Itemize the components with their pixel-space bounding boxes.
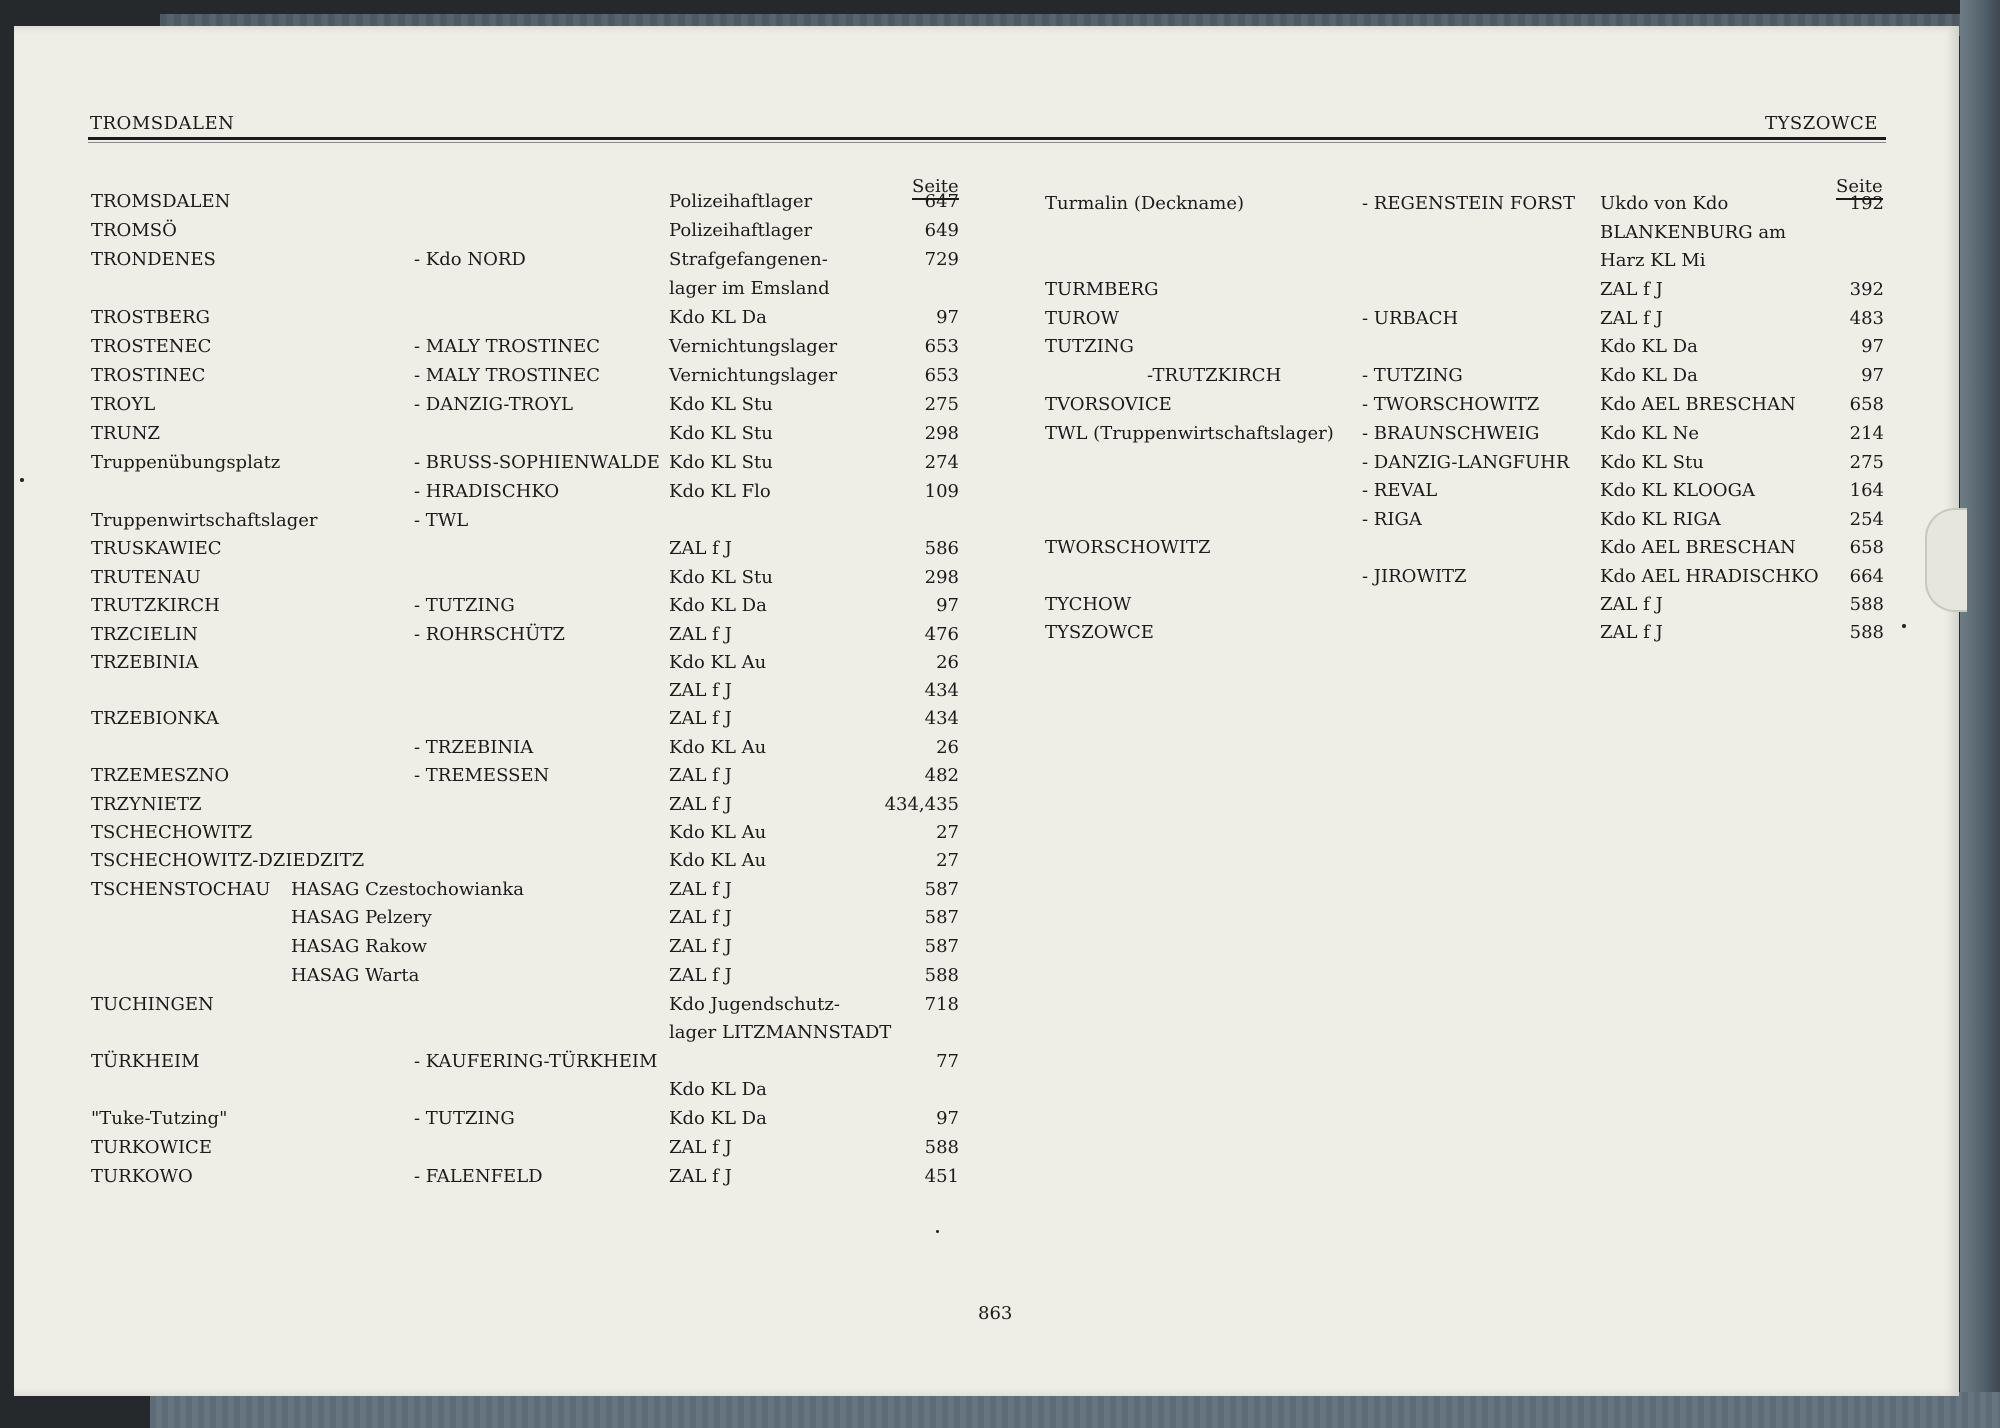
right-entry-sub: - TWORSCHOWITZ [1362, 394, 1540, 415]
left-entry-name: TÜRKHEIM [91, 1051, 200, 1072]
left-entry-type: Kdo KL Au [669, 822, 767, 843]
right-entry-type: Kdo KL Da [1600, 365, 1698, 386]
left-entry-type: lager im Emsland [669, 278, 830, 299]
right-entry-seite: 588 [1849, 594, 1884, 615]
right-entry-sub: - DANZIG-LANGFUHR [1362, 452, 1570, 473]
left-entry-name: TROSTENEC [91, 336, 212, 357]
left-entry-seite: 476 [924, 624, 959, 645]
left-entry-type: Polizeihaftlager [669, 220, 813, 241]
left-entry-type: Kdo KL Da [669, 595, 767, 616]
left-entry-seite: 26 [936, 652, 959, 673]
header-rule-thin [88, 142, 1886, 143]
left-entry-type: Kdo KL Stu [669, 452, 773, 473]
left-entry-sub: HASAG Rakow [291, 936, 427, 957]
left-entry-name: TUCHINGEN [91, 994, 214, 1015]
left-entry-seite: 653 [924, 365, 959, 386]
left-entry-name: TROYL [91, 394, 156, 415]
right-entry-type: Kdo KL Stu [1600, 452, 1704, 473]
left-entry-seite: 298 [924, 567, 959, 588]
left-entry-sub: HASAG Warta [291, 965, 420, 986]
left-entry-seite: 434 [924, 708, 959, 729]
left-entry-name: TSCHENSTOCHAU [91, 879, 271, 900]
left-entry-seite: 27 [936, 822, 959, 843]
right-entry-seite: 97 [1861, 365, 1884, 386]
right-entry-seite: 392 [1849, 279, 1884, 300]
left-entry-type: Vernichtungslager [669, 365, 838, 386]
left-entry-name: TSCHECHOWITZ [91, 822, 253, 843]
scanner-background-right [1960, 0, 2000, 1428]
scan-speck [936, 1230, 939, 1233]
left-entry-seite: 649 [924, 220, 959, 241]
left-entry-seite: 588 [924, 1137, 959, 1158]
left-entry-name: TROSTBERG [91, 307, 210, 328]
right-entry-type: Kdo KL Ne [1600, 423, 1700, 444]
left-entry-seite: 451 [924, 1166, 959, 1187]
left-entry-name: TRONDENES [91, 249, 216, 270]
right-entry-name: Turmalin (Deckname) [1045, 193, 1244, 214]
left-entry-type: ZAL f J [669, 624, 732, 645]
left-entry-type: Kdo KL Flo [669, 481, 771, 502]
right-entry-name: TURMBERG [1045, 279, 1159, 300]
left-entry-type: Polizeihaftlager [669, 191, 813, 212]
right-entry-seite: 214 [1849, 423, 1884, 444]
right-entry-type: ZAL f J [1600, 594, 1663, 615]
left-entry-sub: - MALY TROSTINEC [414, 336, 601, 357]
left-entry-sub: - KAUFERING-TÜRKHEIM [414, 1051, 658, 1072]
left-entry-name: Truppenübungsplatz [91, 452, 281, 473]
right-entry-type: Kdo KL KLOOGA [1600, 480, 1755, 501]
left-entry-type: Kdo KL Au [669, 737, 767, 758]
left-entry-type: Kdo KL Stu [669, 423, 773, 444]
left-entry-sub: - FALENFELD [414, 1166, 543, 1187]
left-entry-seite: 27 [936, 850, 959, 871]
left-entry-sub: - TWL [414, 510, 469, 531]
right-entry-name: TYCHOW [1045, 594, 1132, 615]
left-entry-seite: 97 [936, 595, 959, 616]
right-entry-type: Kdo AEL HRADISCHKO [1600, 566, 1819, 587]
right-entry-name: -TRUTZKIRCH [1147, 365, 1282, 386]
right-entry-seite: 254 [1849, 509, 1884, 530]
right-entry-seite: 97 [1861, 336, 1884, 357]
right-entry-type: Kdo AEL BRESCHAN [1600, 394, 1796, 415]
left-entry-type: ZAL f J [669, 936, 732, 957]
left-entry-seite: 587 [924, 936, 959, 957]
right-entry-sub: - RIGA [1362, 509, 1422, 530]
left-entry-seite: 97 [936, 1108, 959, 1129]
right-entry-seite: 483 [1849, 308, 1884, 329]
left-entry-name: TROSTINEC [91, 365, 206, 386]
left-entry-type: ZAL f J [669, 965, 732, 986]
left-entry-name: TROMSDALEN [91, 191, 231, 212]
left-entry-name: TRZEBINIA [91, 652, 199, 673]
left-entry-name: TROMSÖ [91, 220, 177, 241]
left-entry-seite: 653 [924, 336, 959, 357]
right-entry-sub: - REVAL [1362, 480, 1438, 501]
left-entry-seite: 298 [924, 423, 959, 444]
left-entry-type: ZAL f J [669, 680, 732, 701]
left-entry-type: Kdo KL Stu [669, 567, 773, 588]
left-entry-type: Kdo KL Au [669, 850, 767, 871]
right-entry-name: TWL (Truppenwirtschaftslager) [1045, 423, 1334, 444]
left-entry-type: Kdo KL Au [669, 652, 767, 673]
left-entry-type: ZAL f J [669, 538, 732, 559]
right-entry-name: TUROW [1045, 308, 1119, 329]
right-entry-name: TYSZOWCE [1045, 622, 1154, 643]
left-entry-sub: - TREMESSEN [414, 765, 550, 786]
left-entry-name: TRZYNIETZ [91, 794, 202, 815]
running-header-left: TROMSDALEN [90, 113, 235, 134]
right-entry-type: Kdo KL RIGA [1600, 509, 1721, 530]
left-entry-name: "Tuke-Tutzing" [91, 1108, 228, 1129]
left-entry-sub: - HRADISCHKO [414, 481, 560, 502]
left-entry-name: TURKOWICE [91, 1137, 212, 1158]
seite-column-header-left: Seite [912, 176, 959, 200]
page-tab-marker [1925, 508, 1967, 612]
left-entry-type: Kdo KL Da [669, 1108, 767, 1129]
left-entry-type: ZAL f J [669, 708, 732, 729]
right-entry-type: ZAL f J [1600, 308, 1663, 329]
left-entry-type: Kdo Jugendschutz- [669, 994, 840, 1015]
left-entry-name: Truppenwirtschaftslager [91, 510, 318, 531]
left-entry-type: Kdo KL Da [669, 1079, 767, 1100]
left-entry-type: ZAL f J [669, 1166, 732, 1187]
left-entry-type: ZAL f J [669, 765, 732, 786]
running-header-right: TYSZOWCE [1765, 113, 1878, 134]
left-entry-seite: 482 [924, 765, 959, 786]
right-entry-type: ZAL f J [1600, 622, 1663, 643]
right-entry-type: Kdo AEL BRESCHAN [1600, 537, 1796, 558]
left-entry-sub: HASAG Pelzery [291, 907, 432, 928]
left-entry-type: lager LITZMANNSTADT [669, 1022, 892, 1043]
right-entry-type: Harz KL Mi [1600, 250, 1706, 271]
scan-speck [1902, 624, 1906, 628]
left-entry-name: TRZEMESZNO [91, 765, 230, 786]
left-entry-sub: - Kdo NORD [414, 249, 526, 270]
left-entry-name: TRZCIELIN [91, 624, 198, 645]
right-entry-name: TWORSCHOWITZ [1045, 537, 1211, 558]
page-number: 863 [978, 1303, 1013, 1324]
left-entry-sub: - BRUSS-SOPHIENWALDE [414, 452, 660, 473]
left-entry-type: Kdo KL Stu [669, 394, 773, 415]
left-entry-seite: 587 [924, 879, 959, 900]
right-entry-type: Ukdo von Kdo [1600, 193, 1729, 214]
left-entry-seite: 26 [936, 737, 959, 758]
header-rule [88, 137, 1886, 140]
left-entry-sub: - TUTZING [414, 1108, 515, 1129]
seite-column-header-right: Seite [1836, 176, 1883, 200]
right-entry-sub: - TUTZING [1362, 365, 1463, 386]
left-entry-seite: 729 [924, 249, 959, 270]
right-entry-type: Kdo KL Da [1600, 336, 1698, 357]
left-entry-name: TRUNZ [91, 423, 160, 444]
left-entry-seite: 275 [924, 394, 959, 415]
left-entry-sub: - TUTZING [414, 595, 515, 616]
left-entry-type: Strafgefangenen- [669, 249, 828, 270]
scan-speck [20, 478, 24, 482]
right-entry-seite: 588 [1849, 622, 1884, 643]
left-entry-seite: 97 [936, 307, 959, 328]
right-entry-seite: 192 [1849, 193, 1884, 214]
left-entry-type: Kdo KL Da [669, 307, 767, 328]
left-entry-seite: 647 [924, 191, 959, 212]
right-entry-type: BLANKENBURG am [1600, 222, 1787, 243]
left-entry-sub: - DANZIG-TROYL [414, 394, 573, 415]
scanner-background-bottom [150, 1392, 2000, 1428]
right-entry-seite: 164 [1849, 480, 1884, 501]
left-entry-name: TRUTENAU [91, 567, 201, 588]
right-entry-type: ZAL f J [1600, 279, 1663, 300]
left-entry-name: TURKOWO [91, 1166, 193, 1187]
right-entry-seite: 658 [1849, 394, 1884, 415]
left-entry-type: Vernichtungslager [669, 336, 838, 357]
left-entry-name: TRUTZKIRCH [91, 595, 220, 616]
left-entry-sub: - TRZEBINIA [414, 737, 534, 758]
right-entry-sub: - URBACH [1362, 308, 1459, 329]
left-entry-seite: 434,435 [884, 794, 959, 815]
left-entry-type: ZAL f J [669, 879, 732, 900]
left-entry-seite: 586 [924, 538, 959, 559]
left-entry-type: ZAL f J [669, 794, 732, 815]
right-entry-sub: - BRAUNSCHWEIG [1362, 423, 1540, 444]
right-entry-seite: 658 [1849, 537, 1884, 558]
left-entry-type: ZAL f J [669, 1137, 732, 1158]
right-entry-seite: 275 [1849, 452, 1884, 473]
left-entry-name: TRZEBIONKA [91, 708, 219, 729]
left-entry-seite: 109 [924, 481, 959, 502]
left-entry-seite: 434 [924, 680, 959, 701]
left-entry-sub: - MALY TROSTINEC [414, 365, 601, 386]
left-entry-name: TSCHECHOWITZ-DZIEDZITZ [91, 850, 365, 871]
left-entry-name: TRUSKAWIEC [91, 538, 222, 559]
right-entry-name: TVORSOVICE [1045, 394, 1172, 415]
right-entry-name: TUTZING [1045, 336, 1134, 357]
right-entry-sub: - REGENSTEIN FORST [1362, 193, 1575, 214]
left-entry-seite: 718 [924, 994, 959, 1015]
left-entry-type: ZAL f J [669, 907, 732, 928]
left-entry-seite: 587 [924, 907, 959, 928]
left-entry-sub: HASAG Czestochowianka [291, 879, 524, 900]
left-entry-seite: 77 [936, 1051, 959, 1072]
left-entry-seite: 588 [924, 965, 959, 986]
left-entry-sub: - ROHRSCHÜTZ [414, 624, 565, 645]
right-entry-sub: - JIROWITZ [1362, 566, 1467, 587]
left-entry-seite: 274 [924, 452, 959, 473]
right-entry-seite: 664 [1849, 566, 1884, 587]
